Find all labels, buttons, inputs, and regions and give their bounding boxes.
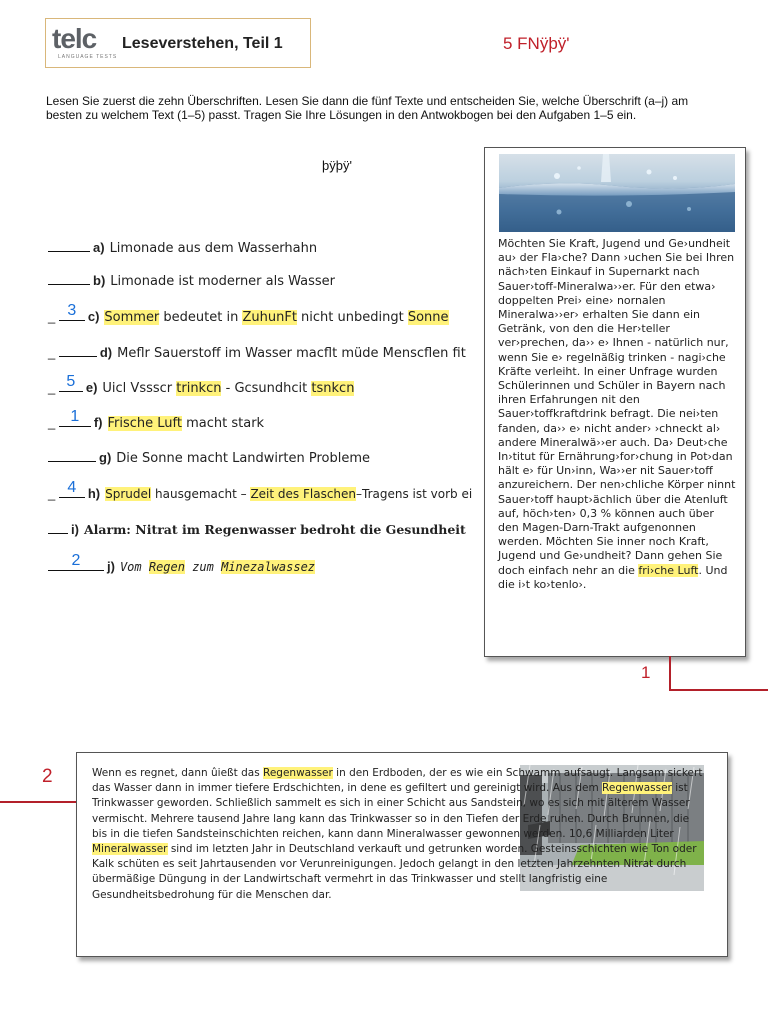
body-text: Meflr Sauerstoff im Wasser macflt müde Menscflen fit: [117, 346, 466, 361]
headline-letter: e): [85, 380, 98, 395]
text-2-body: [92, 766, 707, 903]
headline-text: [105, 487, 472, 501]
connector-line-1-horizontal: [669, 689, 768, 691]
headline-i: [48, 519, 466, 539]
connector-line-2: [0, 801, 76, 803]
answer-blank[interactable]: [59, 302, 85, 321]
body-text: zum: [184, 560, 222, 574]
water-glass-photo: [499, 154, 735, 232]
text-number-1: 1: [641, 663, 651, 682]
connector-line-1: [669, 656, 671, 691]
text-number-2: 2: [42, 766, 53, 787]
headline-a: [48, 237, 317, 257]
headline-text: [120, 560, 315, 574]
top-right-label: 5 FNÿþÿ': [503, 34, 570, 53]
highlighted-text: Zeit des Flaschen: [250, 487, 357, 501]
headline-letter: h): [87, 486, 101, 501]
body-text: ist Trinkwasser geworden. Schließlich sammelt es sich in einer Schicht aus Sandstein, wo es sich mit älterem Wasser vermischt. Mehrere tausend Jahre lang kann das Trinkwasser so in den Tiefen der Erde ruhen. Durch Brunnen, die bis in die tiefen Sandsteinschichten reichen, kann dann Mineralwasser gewonnen werden. 10,6 Milliarden Liter: [92, 782, 690, 840]
answer-blank[interactable]: [48, 447, 96, 462]
handwritten-answer: 1: [70, 408, 80, 425]
highlighted-text: fri›che Luft: [638, 563, 699, 577]
highlighted-text: Sprudel: [105, 487, 152, 501]
headline-letter: j): [107, 559, 115, 574]
headline-text: [110, 274, 335, 289]
water-glass-illustration: [499, 154, 735, 232]
highlighted-text: Minezalwassez: [221, 560, 316, 574]
answer-blank[interactable]: [48, 237, 90, 252]
body-text: - Gcsundhcit: [221, 381, 312, 396]
body-text: Uicl Vssscr: [102, 381, 177, 396]
highlighted-text: Sonne: [407, 310, 449, 325]
headline-letter: f): [93, 415, 103, 430]
answer-blank[interactable]: [48, 519, 68, 534]
body-text: . Und die i›t ko›tenlo›.: [498, 563, 728, 591]
body-text: hausgemacht –: [151, 487, 251, 501]
headline-letter: a): [93, 240, 105, 255]
headline-text: [108, 416, 265, 431]
highlighted-text: tsnkcn: [311, 381, 355, 396]
body-text: Die Sonne macht Landwirten Probleme: [116, 451, 370, 466]
highlighted-text: Regenwasser: [263, 767, 333, 779]
mid-garbled-text: þÿþÿ': [322, 158, 352, 173]
telc-logo: telc: [52, 23, 97, 54]
header-box: [45, 18, 311, 68]
body-text: –Tragens ist vorb ei: [356, 487, 473, 501]
headline-j: [48, 552, 316, 576]
body-text: Möchten Sie Kraft, Jugend und Ge›undheit au› der Fla›che? Dann ›uchen Sie bei Ihren näch›ten Einkauf in Supernarkt nach Sauer›toff-Mineralwa››er. Für den etwa› doppelten Prei› eine› nornalen Mineralwa››er› erhalten Sie dann ein Getränk, von den die Her›teller ver›prechen, da›› e› Ihnen - natürlich nur, wenn Sie e› regelnäßig trinken - nagi›che Kräfte verleiht. In einer Unfrage wurden Schülerinnen und Schüler in Bayern nach ihren Erfahrungen nit den Sauer›toffkraftdrink befragt. Die nei›ten fanden, da›› e› nicht ander› ›chneckt al› andere Mineralwä››er auch. Da› Deut›che In›titut für Ernährung›for›chung in Pot›dan hält e› für Un›inn, Wa››er nit Sauer›toff anzureichern. Der nen›chliche Körper ninnt Sauer›toff haupt›ächlich über die Atenluft auf, höch›ten› 0,3 % können auch über den Magen-Darn-Trakt aufgenonnen werden. Möchten Sie inner noch Kraft, Jugend und Ge›undheit? Dann gehen Sie doch einfach nehr an die: [498, 237, 736, 577]
headline-text: [110, 241, 318, 256]
text-card-1: [484, 147, 746, 657]
text-card-2: [76, 752, 728, 957]
body-text: macht stark: [182, 416, 265, 431]
answer-blank[interactable]: [59, 408, 91, 427]
answer-blank[interactable]: [59, 342, 97, 357]
headline-d: _ d) Meflr Sauerstoff im Wasser macflt müde Menscflen fit: [48, 342, 466, 362]
headline-letter: c): [87, 309, 100, 324]
body-text: Alarm: Nitrat im Regenwasser bedroht die Gesundheit: [83, 522, 466, 537]
headline-letter: g): [99, 450, 112, 465]
headline-text: [104, 310, 448, 325]
body-text: Wenn es regnet, dann ûießt das: [92, 767, 264, 779]
telc-logo-subtitle: LANGUAGE TESTS: [58, 54, 118, 60]
headline-f: _ 1 f) Frische Luft macht stark: [48, 408, 265, 431]
highlighted-text: Regenwasser: [602, 782, 672, 795]
page-title: Leseverstehen, Teil 1: [122, 35, 283, 52]
answer-blank[interactable]: [48, 552, 104, 571]
text-1-body: [498, 237, 738, 592]
headline-letter: i): [71, 522, 79, 537]
body-text: in den Erdboden, der es wie ein Schwamm aufsaugt. Langsam sickert das Wasser dann in immer tiefere Erdschichten, in dene es gefiltert und gereinigt wird. Aus dem: [92, 767, 703, 795]
handwritten-answer: 2: [71, 552, 81, 569]
highlighted-text: Sommer: [104, 310, 160, 325]
answer-blank[interactable]: [59, 373, 83, 392]
body-text: Limonade aus dem Wasserhahn: [109, 241, 318, 256]
body-text: sind im letzten Jahr in Deutschland verkauft und getrunken worden. Gesteinsschichten wie Ton oder Kalk schüten es seit Jahrtausenden vor Verunreinigungen. Jedoch gelangt in den letzten Jahrzehnten Nitrat durch übermäßige Düngung in der Landwirtschaft vermehrt in das Trinkwasser und stellt langfristig eine Gesundheitsbedrohung für die Menschen dar.: [92, 843, 697, 901]
headline-b: [48, 270, 335, 290]
body-text: Vom: [119, 560, 149, 574]
handwritten-answer: 3: [67, 302, 77, 319]
headline-c: _ 3 c) Sommer bedeutet in ZuhunFt nicht unbedingt Sonne: [48, 302, 449, 325]
headline-e: _ 5 e) Uicl Vssscr trinkcn - Gcsundhcit tsnkcn: [48, 373, 355, 396]
headline-g: [48, 447, 370, 467]
body-text: Limonade ist moderner als Wasser: [110, 274, 336, 289]
headline-letter: d): [99, 345, 113, 360]
highlighted-text: Frische Luft: [107, 416, 182, 431]
highlighted-text: trinkcn: [176, 381, 222, 396]
instructions: Lesen Sie zuerst die zehn Überschriften. Lesen Sie dann die fünf Texte und entscheiden Sie, welche Überschrift (a–j) am besten zu welchem Text (1–5) passt. Tragen Sie Ihre Lösungen in den Antwokbogen bei den Aufgaben 1–5 ein.: [46, 94, 689, 122]
answer-blank[interactable]: [48, 270, 90, 285]
highlighted-text: ZuhunFt: [242, 310, 297, 325]
handwritten-answer: 4: [67, 479, 77, 496]
headline-text: [117, 346, 466, 361]
headline-text: [102, 381, 354, 396]
body-text: bedeutet in: [159, 310, 243, 325]
answer-blank[interactable]: [59, 479, 85, 498]
headline-letter: b): [93, 273, 106, 288]
headline-text: [84, 522, 466, 537]
handwritten-answer: 5: [66, 373, 76, 390]
headline-text: [116, 451, 370, 466]
body-text: nicht unbedingt: [296, 310, 408, 325]
headline-h: _ 4 h) Sprudel hausgemacht – Zeit des Flaschen–Tragens ist vorb ei: [48, 479, 473, 501]
highlighted-text: Regen: [148, 560, 185, 574]
highlighted-text: Mineralwasser: [92, 843, 168, 856]
